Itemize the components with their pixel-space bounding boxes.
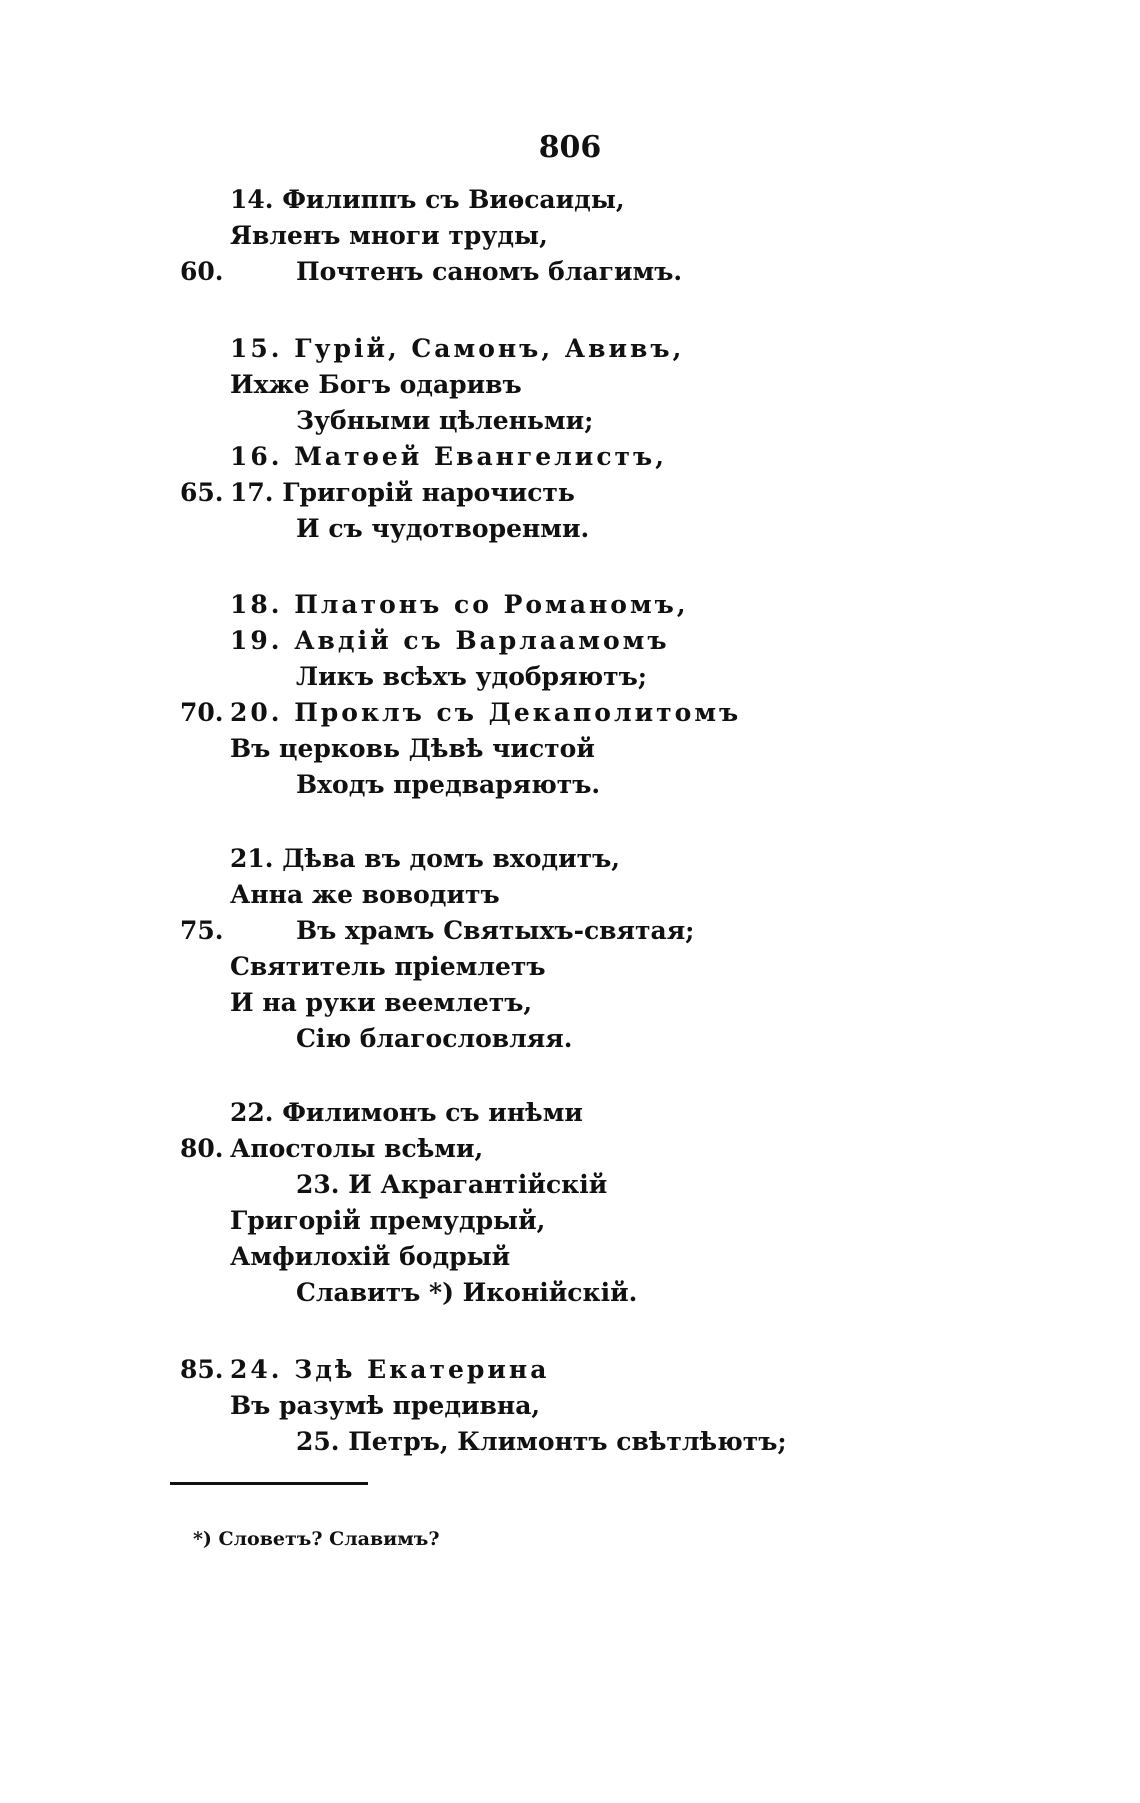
page-number: 806: [538, 130, 602, 165]
verse-line: 15. Гурій, Самонъ, Авивъ,: [230, 334, 685, 363]
verse-line: 22. Филимонъ съ инѣми: [230, 1098, 583, 1127]
line-number: 80.: [180, 1134, 224, 1163]
verse-line: Въ церковь Дѣвѣ чистой: [230, 734, 595, 763]
line-number: 75.: [180, 916, 224, 945]
verse-line: Святитель пріемлетъ: [230, 952, 546, 981]
footnote: *) Словетъ? Славимъ?: [193, 1528, 440, 1550]
line-number: 60.: [180, 257, 224, 286]
verse-line: Въ разумѣ предивна,: [230, 1391, 541, 1420]
verse-line: Входъ предваряютъ.: [296, 770, 601, 799]
verse-line: Почтенъ саномъ благимъ.: [296, 257, 683, 286]
verse-line: 20. Проклъ съ Декаполитомъ: [230, 698, 742, 727]
verse-line: 23. И Акрагантійскій: [296, 1170, 608, 1199]
verse-line: Зубными цѣленьми;: [296, 406, 594, 435]
footnote-divider: [170, 1482, 368, 1485]
verse-line: Григорій премудрый,: [230, 1206, 546, 1235]
verse-line: 19. Авдій съ Варлаамомъ: [230, 626, 670, 655]
verse-line: 18. Платонъ со Романомъ,: [230, 590, 689, 619]
verse-line: 25. Петръ, Климонтъ свѣтлѣютъ;: [296, 1427, 787, 1456]
verse-line: Сію благословляя.: [296, 1024, 573, 1053]
verse-line: 16. Матѳей Евангелистъ,: [230, 442, 667, 471]
verse-line: И на руки веемлетъ,: [230, 988, 533, 1017]
line-number: 85.: [180, 1355, 224, 1384]
verse-line: Апостолы всѣми,: [230, 1134, 484, 1163]
verse-line: Ихже Богъ одаривъ: [230, 370, 522, 399]
verse-line: Амфилохій бодрый: [230, 1242, 511, 1271]
verse-line: 17. Григорій нарочисть: [230, 478, 575, 507]
line-number: 70.: [180, 698, 224, 727]
verse-line: Въ храмъ Святыхъ-святая;: [296, 916, 695, 945]
verse-line: 21. Дѣва въ домъ входитъ,: [230, 844, 620, 873]
verse-line: Анна же воводитъ: [230, 880, 500, 909]
verse-line: И съ чудотворенми.: [296, 514, 590, 543]
line-number: 65.: [180, 478, 224, 507]
verse-line: Ликъ всѣхъ удобряютъ;: [296, 662, 648, 691]
verse-line: 24. Здѣ Екатерина: [230, 1355, 550, 1384]
verse-line: Явленъ многи труды,: [230, 221, 548, 250]
verse-line: Славитъ *) Иконійскій.: [296, 1278, 638, 1307]
verse-line: 14. Филиппъ съ Виѳсаиды,: [230, 185, 625, 214]
